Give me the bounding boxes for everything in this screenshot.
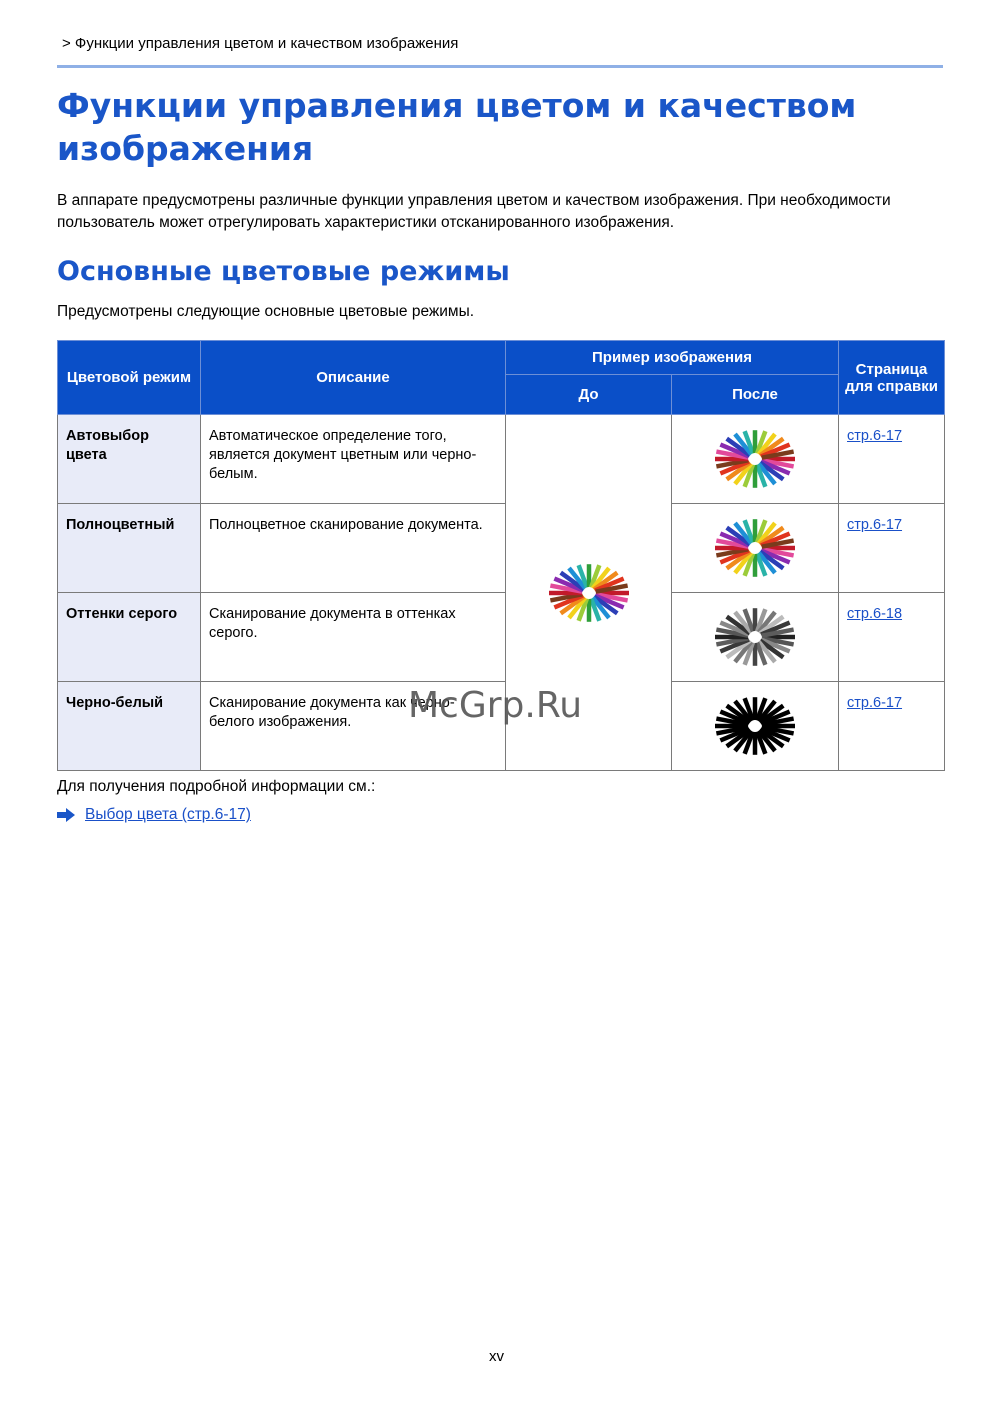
header-after: После	[672, 375, 839, 415]
after-pencils-image-bw	[712, 697, 798, 755]
watermark: McGrp.Ru	[408, 685, 583, 726]
table-row	[58, 504, 945, 593]
header-divider	[57, 65, 943, 68]
after-image-cell	[672, 415, 839, 504]
mode-cell: Полноцветный	[58, 504, 201, 593]
see-also-link-row	[57, 806, 251, 824]
ref-cell	[839, 593, 945, 682]
header-mode: Цветовой режим	[58, 341, 201, 415]
ref-cell	[839, 682, 945, 771]
more-info-note: Для получения подробной информации см.:	[57, 778, 376, 795]
pencil-hub	[749, 453, 761, 465]
page-title: Функции управления цветом и качеством изображения	[57, 86, 857, 168]
ref-link[interactable]: стр.6-17	[847, 695, 903, 711]
ref-cell	[839, 504, 945, 593]
ref-link[interactable]: стр.6-17	[847, 428, 903, 444]
pencil-fan	[549, 564, 629, 622]
header-before: До	[506, 375, 672, 415]
pencil-fan	[715, 608, 795, 666]
header-ref: Страница для справки	[839, 341, 945, 415]
header-example: Пример изображения	[506, 341, 839, 375]
arrow-right-icon	[57, 808, 75, 822]
description-cell: Полноцветное сканирование документа.	[201, 504, 506, 593]
after-image-cell	[672, 504, 839, 593]
pencil-fan	[715, 697, 795, 755]
after-image-cell	[672, 682, 839, 771]
after-pencils-image-gray	[712, 608, 798, 666]
mode-cell: Оттенки серого	[58, 593, 201, 682]
description-cell: Сканирование документа как черно-белого изображения.	[201, 682, 506, 771]
description-cell: Автоматическое определение того, является документ цветным или черно-белым.	[201, 415, 506, 504]
after-pencils-image-color	[712, 519, 798, 577]
page-number: xv	[489, 1348, 504, 1365]
ref-link[interactable]: стр.6-18	[847, 606, 903, 622]
header-description: Описание	[201, 341, 506, 415]
table-row	[58, 593, 945, 682]
after-image-cell	[672, 593, 839, 682]
description-cell: Сканирование документа в оттенках серого.	[201, 593, 506, 682]
section-title: Основные цветовые режимы	[57, 256, 510, 287]
section-lead: Предусмотрены следующие основные цветовые режимы.	[57, 303, 475, 320]
table-row	[58, 415, 945, 504]
see-also-link[interactable]: Выбор цвета (стр.6-17)	[85, 806, 251, 823]
before-pencils-image	[546, 564, 632, 622]
pencil-hub	[749, 720, 761, 732]
mode-cell: Автовыбор цвета	[58, 415, 201, 504]
after-pencils-image-auto	[712, 430, 798, 488]
breadcrumb: > Функции управления цветом и качеством изображения	[62, 35, 459, 52]
intro-paragraph: В аппарате предусмотрены различные функции управления цветом и качеством изображения. При необходимости пользователь может отрегулировать характеристики отсканированного изображения.	[57, 192, 891, 231]
pencil-hub	[583, 587, 595, 599]
ref-link[interactable]: стр.6-17	[847, 517, 903, 533]
pencil-fan	[715, 519, 795, 577]
pencil-hub	[749, 542, 761, 554]
pencil-hub	[749, 631, 761, 643]
ref-cell	[839, 415, 945, 504]
mode-cell: Черно-белый	[58, 682, 201, 771]
pencil-fan	[715, 430, 795, 488]
